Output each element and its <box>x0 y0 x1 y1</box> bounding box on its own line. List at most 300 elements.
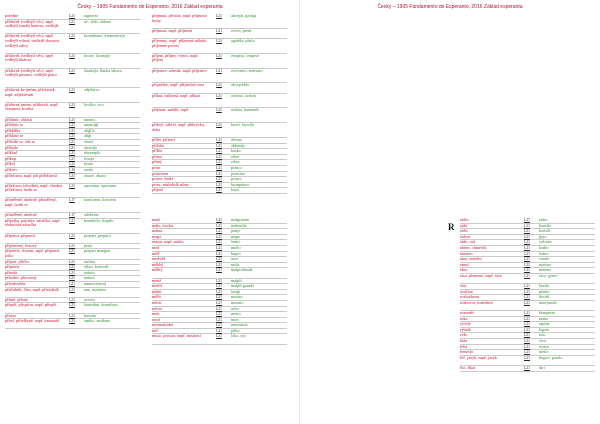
lesson-reference: L21 <box>216 188 222 193</box>
czech-term: rádio <box>460 218 469 222</box>
czech-term: měď <box>152 251 160 256</box>
esperanto-term: kadro <box>539 245 549 250</box>
lesson-reference: L21 <box>216 68 222 73</box>
czech-term: město <box>152 306 163 311</box>
czech-term: příkrov <box>5 167 18 172</box>
esperanto-term: internacia <box>231 323 248 328</box>
czech-term: přírodověda <box>5 282 26 287</box>
lesson-reference: L21 <box>524 268 530 273</box>
lesson-reference: L21 <box>216 93 222 98</box>
esperanto-term: malpli granda <box>231 284 255 289</box>
esperanto-term: anonci <box>84 117 96 122</box>
lesson-reference: L21 <box>524 327 530 332</box>
esperanto-term: fosaĵo <box>84 156 95 161</box>
lesson-reference: L21 <box>216 28 222 33</box>
czech-term: příslušník, člen, např. příslušník <box>5 287 59 292</box>
esperanto-term: kreski <box>539 284 550 289</box>
lesson-reference: L21 <box>69 265 75 270</box>
czech-term: řemeslo <box>460 350 474 355</box>
czech-term: přijmout, přivítat, např. přijmout hosty <box>152 14 207 23</box>
page-header: Česky – 1905 Fundamento de Esperanto, 2016 Základ esperanta <box>77 4 223 10</box>
esperanto-term: okazaĵo <box>84 145 98 150</box>
lesson-reference: L21 <box>524 355 530 360</box>
esperanto-term: ricevanto, adresato <box>231 68 263 73</box>
dictionary-entry <box>152 39 287 54</box>
czech-term: malé <box>152 218 161 222</box>
czech-term: připravit, chystat, např. připravit jídlo <box>5 249 60 259</box>
esperanto-term: mielo <box>231 245 241 250</box>
czech-term: přihodit se, stát se <box>5 139 36 144</box>
esperanto-term: malmulte <box>231 223 247 228</box>
esperanto-term: severa <box>84 297 95 302</box>
lesson-reference: L21 <box>216 177 222 182</box>
esperanto-term: aliĝi <box>84 134 92 139</box>
lesson-reference: L21 <box>69 102 75 107</box>
czech-term: řada <box>460 339 468 344</box>
czech-term: příloha <box>152 143 164 148</box>
lesson-reference: L21 <box>524 262 530 267</box>
esperanto-term: kompreni <box>539 311 556 316</box>
czech-term: mezi <box>152 317 161 322</box>
esperanto-term: ekzemplo <box>84 151 101 156</box>
czech-term: přístav <box>5 313 17 318</box>
dictionary-entry <box>5 288 140 298</box>
lesson-reference: L21 <box>216 240 222 245</box>
czech-term: princezna <box>152 171 169 176</box>
lesson-reference: L21 <box>524 344 530 349</box>
lesson-reference: L21 <box>524 245 530 250</box>
czech-term: přímo <box>152 154 163 159</box>
lesson-reference: L21 <box>216 223 222 228</box>
czech-term: přihlásit, ohlásit <box>5 117 32 122</box>
czech-term: připravený, hotový <box>5 243 37 248</box>
czech-term: přiměřeně, úměrně, přiměřený, např. hodit se <box>5 198 57 208</box>
esperanto-term: natura <box>84 276 95 281</box>
esperanto-term: ano, membro <box>84 287 107 292</box>
lesson-reference: L16 <box>69 167 75 172</box>
lesson-reference: L21 <box>524 234 530 239</box>
dictionary-entry <box>5 54 140 69</box>
esperanto-term: alveno <box>231 137 243 142</box>
czech-term: přídavek (vedlejší věc), např. vedlejší postava, vedlejší práce <box>5 68 58 78</box>
esperanto-term: monato <box>231 300 244 305</box>
czech-term: rozhovor, rozmluva <box>460 300 493 305</box>
esperanto-term: akceptebla <box>231 83 249 88</box>
czech-term: přihláška <box>5 128 21 133</box>
czech-term: přídavné jméno, přídavek, např. vlastnost, kvalita <box>5 102 59 112</box>
esperanto-term: matena <box>539 262 552 267</box>
right-page <box>300 0 600 424</box>
czech-term: přítel, přítelkyně, např. kamarád <box>5 319 59 324</box>
czech-term: případ <box>152 188 163 193</box>
czech-term: ráno <box>460 268 468 273</box>
esperanto-term: konforme, konveni <box>84 198 116 203</box>
czech-term: příjem, příjmy, výnos, např. příjem <box>152 53 199 63</box>
lesson-reference: L21 <box>69 287 75 292</box>
esperanto-term: prepari manĝon <box>84 249 111 254</box>
esperanto-term: oportuna, oportuno <box>84 183 117 188</box>
czech-term: rada <box>460 223 468 228</box>
esperanto-term: kontribui, kontribuo <box>84 303 118 308</box>
czech-term: radost <box>460 234 471 239</box>
dictionary-column-right <box>460 218 595 372</box>
czech-term: rybník <box>460 327 471 332</box>
esperanto-term: radio <box>539 218 548 222</box>
lesson-reference: L21 <box>524 240 530 245</box>
czech-term: přídavek (vedlejší věc), např. vedlejší budova <box>5 53 54 63</box>
czech-term: říci, říkat <box>460 366 476 371</box>
esperanto-term: enspezo, enspezi <box>231 53 260 58</box>
czech-term: příklad <box>5 151 17 156</box>
czech-term: příjemce, adresát, např. příjemce <box>152 68 207 73</box>
czech-term: přihlásit se <box>5 134 24 139</box>
czech-term: málo, trochu <box>152 223 174 228</box>
czech-term: rozhodnout <box>460 295 480 300</box>
czech-term: méně <box>152 278 162 283</box>
esperanto-term: natursciencoj <box>84 282 107 287</box>
lesson-reference: L21 <box>69 19 75 24</box>
esperanto-term: loko, ejo <box>231 334 246 339</box>
czech-term: přídavek (vedlejší věc), např. vedlejší vchod, vedlejší slavnost, vedlejší zdroj <box>5 34 61 48</box>
lesson-reference: L21 <box>524 350 530 355</box>
lesson-reference: L21 <box>69 145 75 150</box>
dictionary-entry <box>152 108 287 123</box>
lesson-reference: L21 <box>216 38 222 43</box>
dictionary-entry <box>5 88 140 103</box>
dictionary-entry <box>152 188 287 194</box>
czech-term: příkrý <box>5 162 16 167</box>
esperanto-term: adekvate <box>84 213 99 218</box>
lesson-reference: L21 <box>69 218 75 223</box>
lesson-reference: L21 <box>524 366 530 371</box>
czech-term: rameno <box>460 251 473 256</box>
czech-term: přílet, příjezd <box>152 137 175 142</box>
page-header: Česky – 1905 Fundamento de Esperanto, 2016 Základ esperanta <box>377 4 523 10</box>
lesson-reference: L21 <box>69 173 75 178</box>
czech-term: přijmout, např. přijmout <box>152 28 193 33</box>
esperanto-term: agrabla, plaĉa <box>231 38 255 43</box>
lesson-reference: L21 <box>69 282 75 287</box>
czech-term: rychlý <box>460 322 471 327</box>
esperanto-term: akcepti, gastigi <box>231 14 257 18</box>
esperanto-term: mola <box>231 262 240 267</box>
esperanto-term: konsilo <box>539 223 552 228</box>
esperanto-term: vualo <box>84 167 94 172</box>
esperanto-term: metro <box>231 312 241 317</box>
czech-term: prince, kníže <box>152 177 174 182</box>
czech-term: přikázat, nařídit, např. <box>152 108 190 113</box>
czech-term: příkaz, nařízení, např. příkaz <box>152 93 201 98</box>
lesson-reference: L21 <box>216 137 222 142</box>
lesson-reference: L21 <box>69 123 75 128</box>
lesson-reference: L21 <box>524 289 530 294</box>
dictionary-entry <box>5 69 140 88</box>
czech-term: rána, zranění <box>460 257 482 262</box>
lesson-reference: L21 <box>216 251 222 256</box>
esperanto-term: princino <box>231 171 245 176</box>
czech-term: máma <box>152 229 163 234</box>
lesson-reference: L21 <box>524 229 530 234</box>
lesson-reference: L21 <box>69 313 75 318</box>
esperanto-term: diri <box>539 366 545 371</box>
esperanto-term: metio <box>539 350 549 355</box>
czech-term: přídavek (vedlejší věc), např. vedlejší (malá) budova, vedlejší <box>5 19 59 29</box>
czech-term: přilba <box>152 149 162 154</box>
dictionary-entry <box>5 198 140 213</box>
esperanto-term: tagmezo <box>84 14 99 18</box>
czech-term: měsíc <box>152 300 162 305</box>
czech-term: příležitost, např. při příležitosti <box>5 173 57 178</box>
czech-term: přiměřeně, úměrně <box>5 213 37 218</box>
lesson-reference: L21 <box>69 117 75 122</box>
esperanto-term: inter <box>231 317 239 322</box>
dictionary-entry <box>5 103 140 118</box>
esperanto-term: lageto <box>539 327 550 332</box>
czech-term: připustit <box>5 265 19 270</box>
esperanto-term: rizo <box>539 333 546 338</box>
esperanto-term: ĝojo <box>539 234 547 239</box>
lesson-reference: L21 <box>524 333 530 338</box>
lesson-reference: L21 <box>69 139 75 144</box>
esperanto-term: mano <box>539 316 549 321</box>
esperanto-term: planto <box>539 289 550 294</box>
lesson-reference: L21 <box>216 14 222 18</box>
esperanto-term: mapo <box>231 234 241 239</box>
dictionary-entry <box>152 69 287 84</box>
czech-term: princ, následník trůnu <box>152 182 189 187</box>
czech-term: rasa, plemeno, např. rasa <box>460 273 502 278</box>
lesson-reference: L21 <box>216 323 222 328</box>
esperanto-term: pilko <box>231 328 240 333</box>
czech-term: řeč, jazyk, např. jazyk <box>460 355 497 360</box>
lesson-reference: L21 <box>216 108 222 113</box>
czech-term: přispět, přispívat, např. přispět <box>5 303 57 308</box>
esperanto-term: vundo <box>539 257 550 262</box>
esperanto-term: malpli <box>231 278 242 283</box>
esperanto-term: aliĝilo <box>84 128 95 133</box>
esperanto-term: vico <box>539 339 547 344</box>
lesson-reference: L21 <box>216 300 222 305</box>
lesson-reference: L21 <box>69 68 75 73</box>
esperanto-term: princo <box>231 165 242 170</box>
dictionary-entry <box>5 319 140 329</box>
dictionary-entry <box>152 83 287 93</box>
dictionary-entry <box>5 174 140 184</box>
esperanto-term: decidi <box>539 295 550 300</box>
dictionary-column-middle-bottom <box>152 218 287 345</box>
lesson-reference: L21 <box>524 316 530 321</box>
lesson-reference: L17 <box>69 213 75 218</box>
esperanto-term: panjo <box>231 229 241 234</box>
esperanto-term: malgranda <box>231 218 249 222</box>
czech-term: mapa <box>152 234 162 239</box>
czech-term: přihlásit se <box>5 123 24 128</box>
esperanto-term: mateno <box>539 268 552 273</box>
esperanto-term: anonciĝi <box>84 123 99 128</box>
esperanto-term: rivero <box>539 344 549 349</box>
lesson-reference: L21 <box>69 162 75 167</box>
czech-term: rozumět <box>460 311 474 316</box>
lesson-reference: L21 <box>216 154 222 159</box>
lesson-reference: L21 <box>69 156 75 161</box>
czech-term: příroda <box>5 270 18 275</box>
dictionary-entry <box>152 14 287 29</box>
esperanto-term: okazi <box>84 139 94 144</box>
czech-term: přípojka, pojistka, zástrčka, např. elektrická zástrčka <box>5 218 61 228</box>
dictionary-entry <box>152 94 287 109</box>
lesson-reference: L21 <box>69 87 75 92</box>
czech-term: růst <box>460 284 467 289</box>
czech-term: přikrýt, zakrýt, např. přikrývka, deka <box>152 123 205 132</box>
lesson-reference: L21 <box>216 182 222 187</box>
lesson-reference: L21 <box>216 53 222 58</box>
lesson-reference: L21 <box>69 270 75 275</box>
czech-term: příprava, připravit <box>5 233 36 238</box>
esperanto-term: ŝanĝi <box>231 289 240 294</box>
dictionary-entry <box>152 334 287 344</box>
czech-term: poledne <box>5 14 19 18</box>
section-letter: R <box>448 222 455 232</box>
esperanto-term: prepari, preparo <box>84 233 111 238</box>
lesson-reference: L21 <box>216 218 222 222</box>
esperanto-term: al-, aldo, aldono <box>84 19 112 24</box>
esperanto-term: raso, gento <box>539 273 558 278</box>
lesson-reference: L17 <box>69 198 75 203</box>
dictionary-entry <box>5 234 140 244</box>
lesson-reference: L21 <box>524 322 530 327</box>
czech-term: mezinárodní <box>152 323 173 328</box>
lesson-reference: L21 <box>69 249 75 254</box>
dictionary-column-left <box>5 14 140 329</box>
czech-term: měkký <box>152 262 164 267</box>
esperanto-term: krom-, kromaĵo <box>84 53 111 58</box>
esperanto-term: haveno <box>84 313 97 318</box>
czech-term: míč <box>152 328 159 333</box>
lesson-reference: L21 <box>69 134 75 139</box>
lesson-reference: L21 <box>524 300 530 305</box>
lesson-reference: L21 <box>524 223 530 228</box>
czech-term: přímý <box>152 160 163 165</box>
esperanto-term: princo <box>231 177 242 182</box>
esperanto-term: malprofunda <box>231 268 253 273</box>
czech-term: rýže <box>460 333 468 338</box>
lesson-reference: L21 <box>524 257 530 262</box>
czech-term: princ <box>152 165 161 170</box>
czech-term: přísně, přísný <box>5 297 28 302</box>
lesson-reference: L21 <box>216 278 222 283</box>
lesson-reference: L21 <box>216 262 222 267</box>
esperanto-term: kasko <box>231 149 241 154</box>
lesson-reference: L21 <box>216 171 222 176</box>
esperanto-term: ŝultro <box>539 251 549 256</box>
dictionary-entry <box>5 249 140 259</box>
czech-term: přijatelný, např. přijatelná cena <box>152 83 205 88</box>
lesson-reference: L21 <box>524 339 530 344</box>
lesson-reference: L21 <box>216 317 222 322</box>
lesson-reference: L21 <box>524 251 530 256</box>
lesson-reference: L21 <box>524 284 530 289</box>
dictionary-entry <box>5 34 140 53</box>
czech-term: rámec, rámeček <box>460 245 487 250</box>
dictionary-column-middle-top <box>152 14 287 194</box>
esperanto-term: volonte <box>539 240 552 245</box>
lesson-reference: L21 <box>524 273 530 278</box>
esperanto-term: urso <box>231 257 239 262</box>
czech-term: přírodní, přirozený <box>5 276 37 281</box>
dictionary-entry <box>460 366 595 372</box>
dictionary-entry <box>152 29 287 39</box>
esperanto-term: kazo <box>231 188 239 193</box>
lesson-reference: L21 <box>216 123 222 128</box>
esperanto-term: naturo <box>84 270 95 275</box>
esperanto-term: konektilo, ŝtopilo <box>84 218 114 223</box>
esperanto-term: kupro <box>231 251 241 256</box>
lesson-reference: L21 <box>524 295 530 300</box>
czech-term: med <box>152 245 160 250</box>
czech-term: radit <box>460 229 468 234</box>
czech-term: ruka <box>460 316 468 321</box>
czech-term: měnit <box>152 289 162 294</box>
czech-term: příhoda <box>5 145 18 150</box>
esperanto-term: okaze, okazo <box>84 173 106 178</box>
lesson-reference: L21 <box>69 233 75 238</box>
esperanto-term: ricevi, preni <box>231 28 252 33</box>
esperanto-term: konsili <box>539 229 551 234</box>
lesson-reference: L21 <box>69 151 75 156</box>
lesson-reference: L21 <box>216 229 222 234</box>
esperanto-term: ŝmiri <box>231 240 240 245</box>
czech-term: řeka <box>460 344 468 349</box>
lesson-reference: L21 <box>216 306 222 311</box>
lesson-reference: L21 <box>69 14 75 18</box>
esperanto-term: ordono, ordoni <box>231 93 256 98</box>
lesson-reference: L21 <box>216 245 222 250</box>
esperanto-term: kovri, kovrilo <box>231 123 255 128</box>
czech-term: rádo, rád <box>460 240 475 245</box>
esperanto-term: aldonaĵo <box>231 143 246 148</box>
dictionary-entry <box>5 184 140 199</box>
dictionary-entry <box>460 301 595 311</box>
esperanto-term: adjektivo <box>84 87 100 92</box>
czech-term: místo, prostor, např. místnost <box>152 334 201 339</box>
lesson-reference: L21 <box>216 334 222 339</box>
lesson-reference: L21 <box>216 83 222 88</box>
lesson-reference: L21 <box>216 284 222 289</box>
esperanto-term: rekta <box>231 160 240 165</box>
lesson-reference: L21 <box>69 276 75 281</box>
czech-term: metr <box>152 312 160 317</box>
lesson-reference: L21 <box>216 312 222 317</box>
czech-term: menší <box>152 284 163 289</box>
esperanto-term: kromdomo, kromenirejo <box>84 34 125 39</box>
lesson-reference: L21 <box>216 149 222 154</box>
esperanto-term: allasi, koncedi <box>84 265 109 270</box>
lesson-reference: L21 <box>216 160 222 165</box>
czech-term: mazat, např. máslo <box>152 240 184 245</box>
dictionary-entry <box>152 123 287 138</box>
lesson-reference: L21 <box>69 53 75 58</box>
czech-term: měřit <box>152 295 161 300</box>
lesson-reference: L21 <box>216 268 222 273</box>
lesson-reference: L21 <box>69 297 75 302</box>
esperanto-term: kvalito, eco <box>84 102 104 107</box>
lesson-reference: L21 <box>524 311 530 316</box>
esperanto-term: ordoni, komandi <box>231 108 259 113</box>
czech-term: medvěd <box>152 257 166 262</box>
esperanto-term: flankaĵo, flanka laboro <box>84 68 123 73</box>
lesson-reference: L21 <box>69 243 75 248</box>
lesson-reference: L21 <box>69 319 75 324</box>
